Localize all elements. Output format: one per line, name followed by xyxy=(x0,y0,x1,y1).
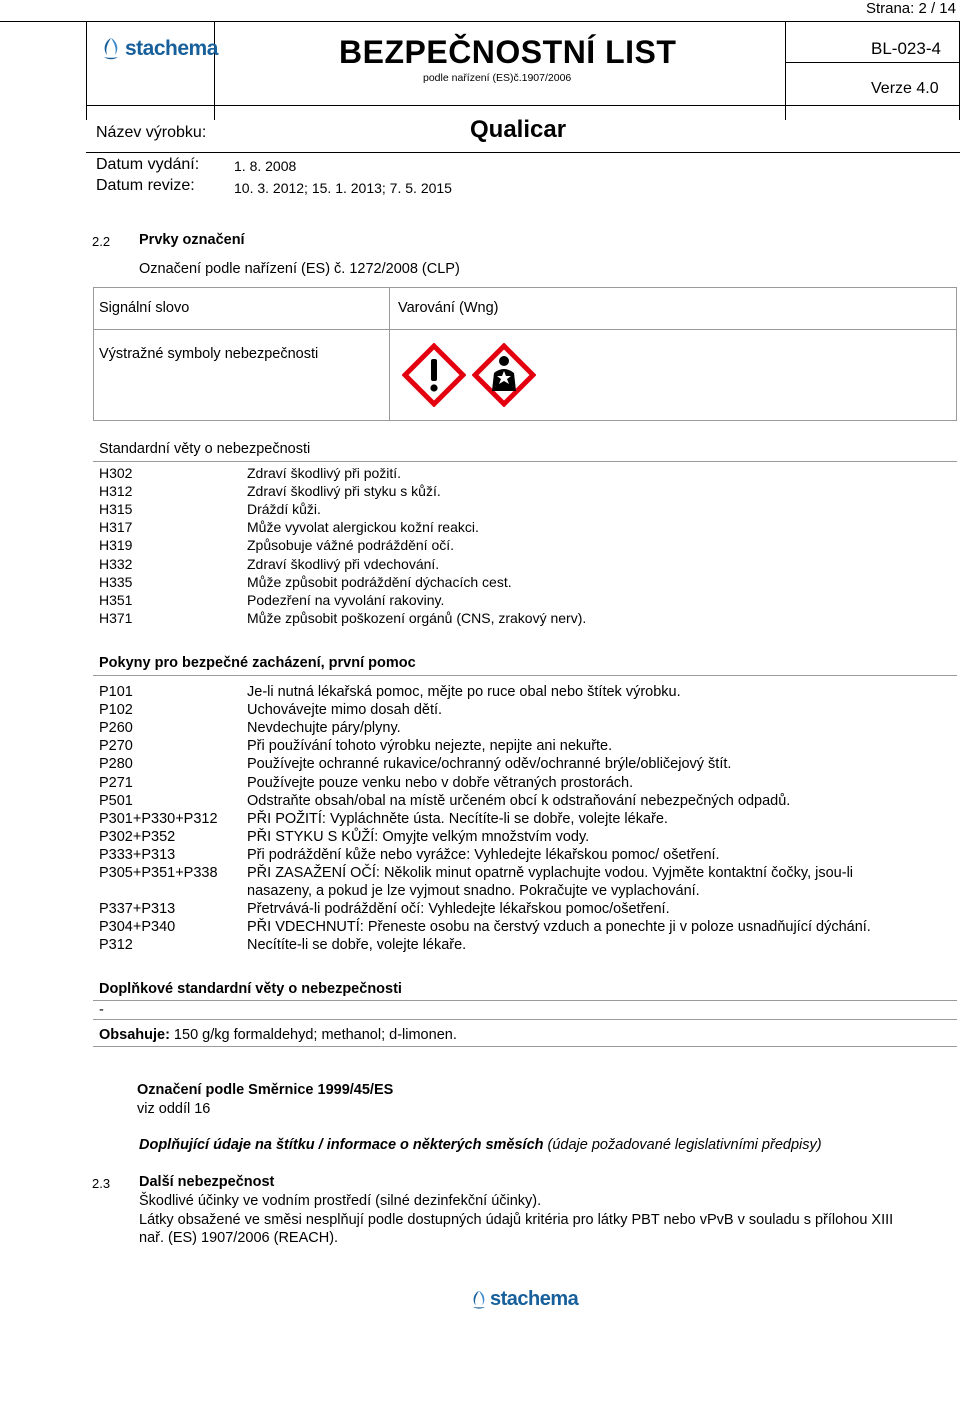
box-row-divider xyxy=(94,329,956,330)
hazard-code: H351 xyxy=(99,591,133,608)
product-label: Název výrobku: xyxy=(96,124,207,141)
directive-reference: viz oddíl 16 xyxy=(137,1101,211,1117)
hazard-text: Může vyvolat alergickou kožní reakci. xyxy=(247,519,479,536)
hazard-code: H371 xyxy=(99,609,133,626)
hazard-code: H332 xyxy=(99,555,133,572)
issue-date: 1. 8. 2008 xyxy=(234,158,297,174)
precaution-text: Používejte ochranné rukavice/ochranný oděv/ochranné brýle/obličejový štít. xyxy=(247,756,732,773)
logo-text: stachema xyxy=(125,37,218,60)
precaution-text: Přetrvává-li podráždění očí: Vyhledejte lékařskou pomoc/ošetření. xyxy=(247,901,670,918)
precaution-text: Je-li nutná lékařská pomoc, mějte po ruce obal nebo štítek výrobku. xyxy=(247,684,681,700)
hazard-code: H317 xyxy=(99,519,133,536)
logo-mark-icon xyxy=(98,36,124,62)
precaution-heading: Pokyny pro bezpečné zacházení, první pomoc xyxy=(99,655,416,671)
precaution-code: P305+P351+P338 xyxy=(99,865,218,881)
precaution-text: Při používání tohoto výrobku nejezte, nepijte ani nekuřte. xyxy=(247,738,613,755)
hazard-code: H315 xyxy=(99,501,133,518)
footer-logo xyxy=(468,1288,578,1311)
precaution-text: PŘI STYKU S KŮŽÍ: Omyjte velkým množstvím vody. xyxy=(247,828,590,845)
hazard-text: Podezření na vyvolání rakoviny. xyxy=(247,591,445,608)
label-info-note: (údaje požadované legislativními předpisy) xyxy=(543,1137,822,1153)
precaution-code: P301+P330+P312 xyxy=(99,810,218,827)
supplementary-heading: Doplňkové standardní věty o nebezpečnosti xyxy=(99,981,402,997)
supplementary-bottom-rule xyxy=(93,1019,957,1020)
contains-label: Obsahuje: xyxy=(99,1027,170,1043)
hazard-code: H335 xyxy=(99,573,133,590)
precaution-text: PŘI ZASAŽENÍ OČÍ: Několik minut opatrně vyplachujte vodou. Vyjměte kontaktní čočky, jsou-li xyxy=(247,865,854,881)
contains-bottom-rule xyxy=(93,1046,957,1047)
exclamation-mark-icon xyxy=(402,343,466,407)
pbt-text-line-2: nař. (ES) 1907/2006 (REACH). xyxy=(139,1230,339,1246)
health-hazard-icon xyxy=(472,343,536,407)
footer-logo-mark-icon xyxy=(468,1289,490,1311)
header-product-rule xyxy=(86,152,960,153)
header-mid-rule xyxy=(86,105,960,106)
document-subtitle: podle nařízení (ES)č.1907/2006 xyxy=(423,72,572,84)
hazard-code: H312 xyxy=(99,483,133,500)
hazard-text: Zdraví škodlivý při požití. xyxy=(247,465,402,481)
section-number-2-3: 2.3 xyxy=(92,1176,111,1191)
section-title: Prvky označení xyxy=(139,232,245,248)
precaution-text: PŘI POŽITÍ: Vypláchněte ústa. Necítíte-li se dobře, volejte lékaře. xyxy=(247,810,668,827)
precaution-text: Odstraňte obsah/obal na místě určeném obcí k odstraňování nebezpečných odpadů. xyxy=(247,792,791,809)
hazard-code: H319 xyxy=(99,537,133,554)
aquatic-hazard-text: Škodlivé účinky ve vodním prostředí (silné dezinfekční účinky). xyxy=(139,1193,542,1209)
signal-word-label: Signální slovo xyxy=(99,300,190,316)
hazard-text: Může způsobit podráždění dýchacích cest. xyxy=(247,573,512,590)
hazard-text: Může způsobit poškození orgánů (CNS, zrakový nerv). xyxy=(247,609,587,626)
ghs-pictograms xyxy=(402,343,536,407)
precaution-code: P337+P313 xyxy=(99,901,176,918)
hazard-heading: Standardní věty o nebezpečnosti xyxy=(99,441,311,457)
precaution-text: Při podráždění kůže nebo vyrážce: Vyhledejte lékařskou pomoc/ ošetření. xyxy=(247,846,720,863)
precaution-heading-rule xyxy=(93,675,957,676)
precaution-code: P271 xyxy=(99,774,133,791)
document-code: BL-023-4 xyxy=(871,39,941,58)
document-header xyxy=(86,22,960,200)
hazard-text: Zdraví škodlivý při vdechování. xyxy=(247,555,440,572)
precaution-code: P333+P313 xyxy=(99,846,176,863)
supplementary-value: - xyxy=(99,1002,104,1018)
directive-heading: Označení podle Směrnice 1999/45/ES xyxy=(137,1082,394,1098)
company-logo xyxy=(98,36,218,62)
label-info-line xyxy=(139,1137,822,1153)
section-title-2-3: Další nebezpečnost xyxy=(139,1174,275,1190)
hazard-text: Způsobuje vážné podráždění očí. xyxy=(247,537,455,554)
section-number: 2.2 xyxy=(92,234,111,249)
hazard-text: Zdraví škodlivý při styku s kůží. xyxy=(247,483,441,500)
precaution-code: P101 xyxy=(99,684,133,700)
precaution-text: PŘI VDECHNUTÍ: Přeneste osobu na čerstvý vzduch a ponechte ji v poloze usnadňující dýchání. xyxy=(247,919,871,936)
contains-value: 150 g/kg formaldehyd; methanol; d-limonen. xyxy=(169,1027,457,1043)
pictograms-label: Výstražné symboly nebezpečnosti xyxy=(99,346,319,362)
revision-dates: 10. 3. 2012; 15. 1. 2013; 7. 5. 2015 xyxy=(234,180,452,196)
precaution-code: P304+P340 xyxy=(99,919,176,936)
signal-word-value: Varování (Wng) xyxy=(398,300,499,316)
contains-line xyxy=(99,1027,457,1043)
page-number: Strana: 2 / 14 xyxy=(865,0,956,17)
supplementary-heading-rule xyxy=(93,1000,957,1001)
precaution-text-continued: nasazeny, a pokud je lze vyjmout snadno. Pokračujte ve vyplachování. xyxy=(247,883,700,900)
hazard-text: Dráždí kůži. xyxy=(247,501,321,518)
hazard-heading-rule xyxy=(93,461,957,462)
precaution-code: P270 xyxy=(99,738,133,755)
precaution-code: P260 xyxy=(99,720,133,737)
precaution-text: Uchovávejte mimo dosah dětí. xyxy=(247,702,443,719)
precaution-code: P501 xyxy=(99,792,133,809)
product-name: Qualicar xyxy=(470,116,567,143)
header-code-rule xyxy=(785,62,959,63)
precaution-text: Nevdechujte páry/plyny. xyxy=(247,720,401,737)
precaution-code: P102 xyxy=(99,702,133,719)
box-column-divider xyxy=(389,288,390,420)
precaution-text: Necítíte-li se dobře, volejte lékaře. xyxy=(247,937,467,954)
label-info-title: Doplňující údaje na štítku / informace o některých směsích xyxy=(139,1137,544,1153)
precaution-code: P280 xyxy=(99,756,133,773)
precaution-code: P312 xyxy=(99,937,133,954)
issue-date-label: Datum vydání: xyxy=(96,156,200,173)
revision-date-label: Datum revize: xyxy=(96,177,195,194)
precaution-text: Používejte pouze venku nebo v dobře větraných prostorách. xyxy=(247,774,634,791)
pbt-text-line-1: Látky obsažené ve směsi nesplňují podle dostupných údajů kritéria pro látky PBT nebo vPvB v souladu s přílohou XIII xyxy=(139,1212,894,1228)
clp-heading: Označení podle nařízení (ES) č. 1272/2008 (CLP) xyxy=(139,261,460,277)
document-title: BEZPEČNOSTNÍ LIST xyxy=(339,34,677,70)
hazard-code: H302 xyxy=(99,465,133,481)
document-version: Verze 4.0 xyxy=(871,80,939,97)
precaution-code: P302+P352 xyxy=(99,828,176,845)
footer-logo-text: stachema xyxy=(490,1288,579,1310)
